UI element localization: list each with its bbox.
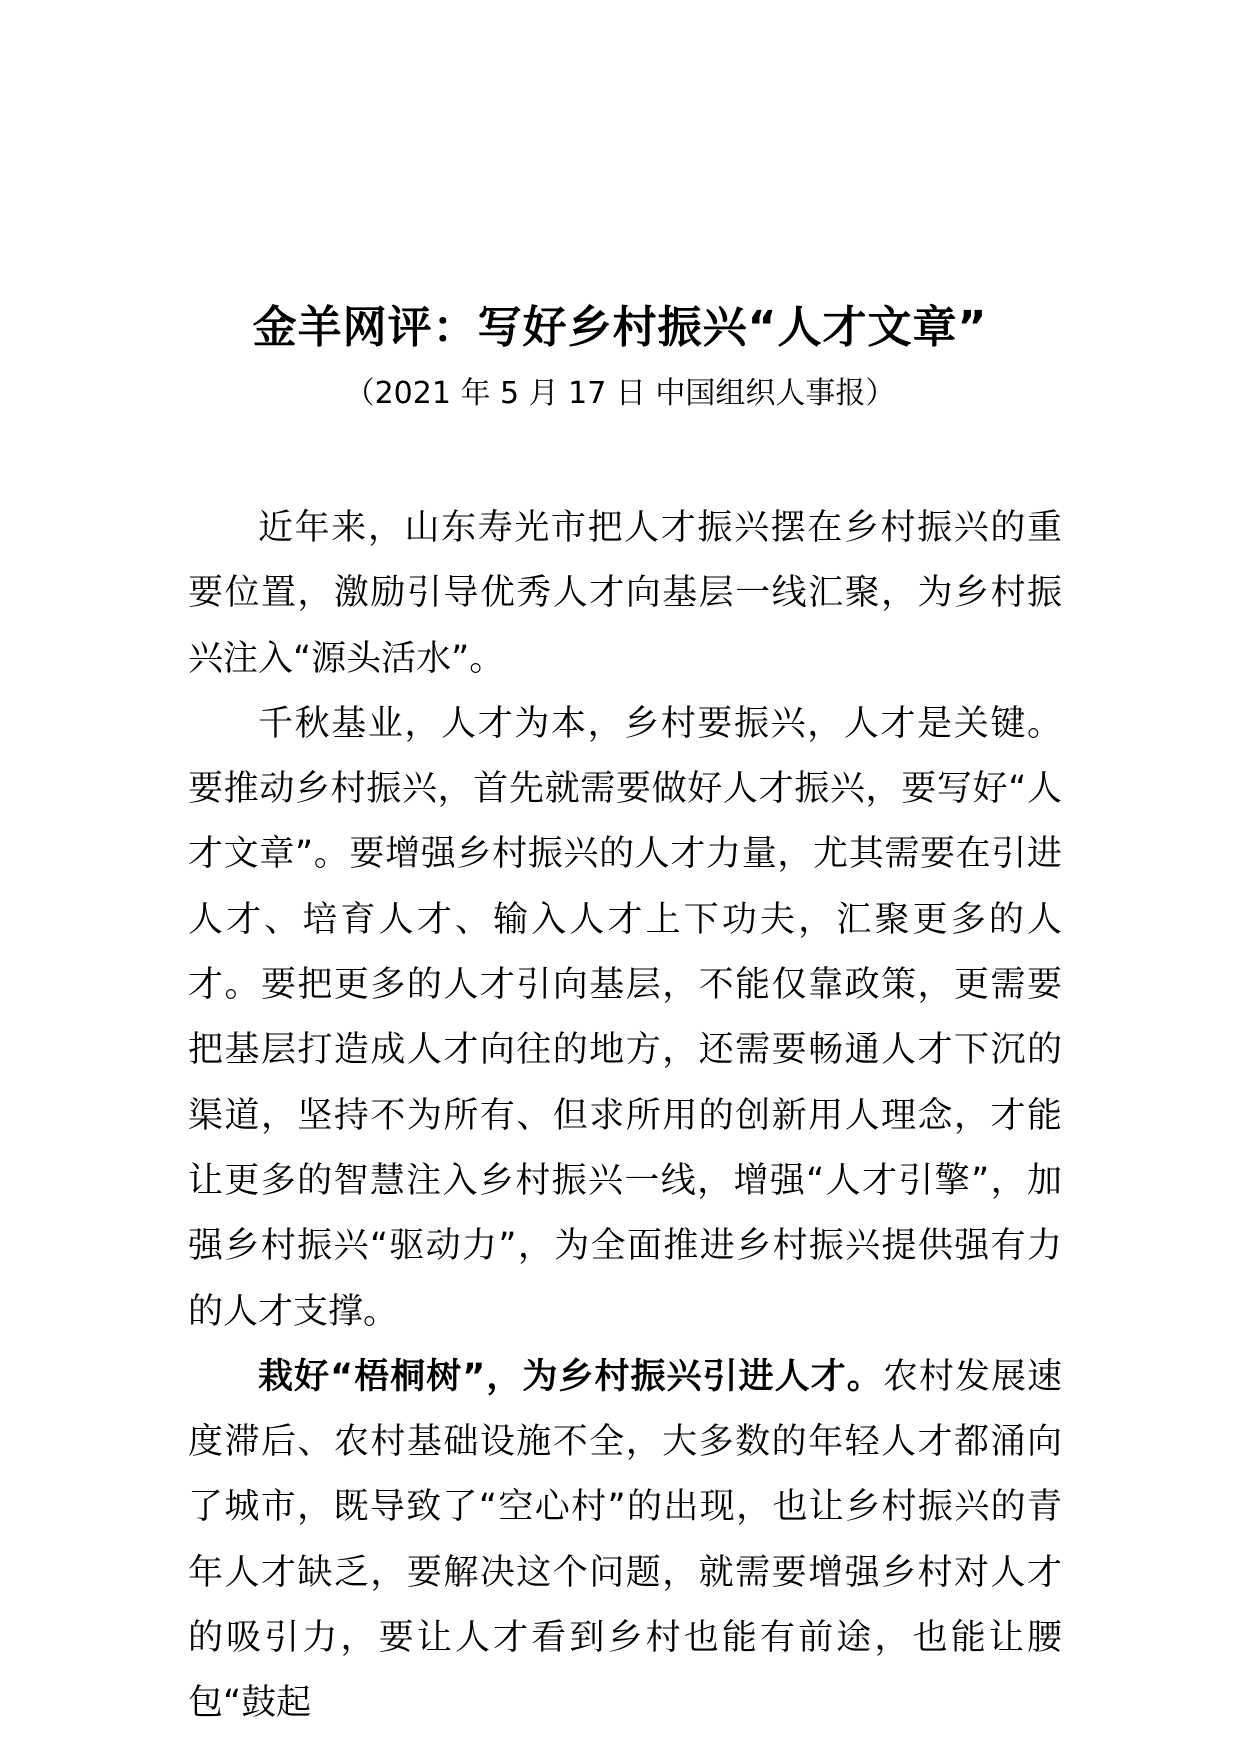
document-title: 金羊网评：写好乡村振兴“人才文章” — [252, 302, 988, 353]
paragraph-text: 千秋基业，人才为本，乡村要振兴，人才是关键。要推动乡村振兴，首先就需要做好人才振兴，要写好“人才文章”。要增强乡村振兴的人才力量，尤其需要在引进人才、培育人才、输入人才上下功夫，汇聚更多的人才。要把更多的人才引向基层，不能仅靠政策，更需要把基层打造成人才向往的地方，还需要畅通人才下沉的渠道，坚持不为所有、但求所用的创新用人理念，才能让更多的智慧注入乡村振兴一线，增强“人才引擎”，加强乡村振兴“驱动力”，为全面推进乡村振兴提供强有力的人才支撑。 — [188, 703, 1062, 1332]
paragraph-text: 农村发展速度滞后、农村基础设施不全，大多数的年轻人才都涌向了城市，既导致了“空心村”的出现，也让乡村振兴的青年人才缺乏，要解决这个问题，就需要增强乡村对人才的吸引力，要让人才看到乡村也能有前途，也能让腰包“鼓起 — [188, 1356, 1062, 1724]
paragraph — [188, 1345, 1062, 1737]
paragraph-text: 近年来，山东寿光市把人才振兴摆在乡村振兴的重要位置，激励引导优秀人才向基层一线汇聚，为乡村振兴注入“源头活水”。 — [188, 508, 1062, 679]
document-body — [188, 496, 1062, 1737]
paragraph — [188, 496, 1062, 692]
paragraph-lead: 栽好“梧桐树”，为乡村振兴引进人才。 — [258, 1356, 883, 1397]
document-subtitle: （2021 年 5 月 17 日 中国组织人事报） — [344, 376, 896, 411]
paragraph — [188, 692, 1062, 1345]
